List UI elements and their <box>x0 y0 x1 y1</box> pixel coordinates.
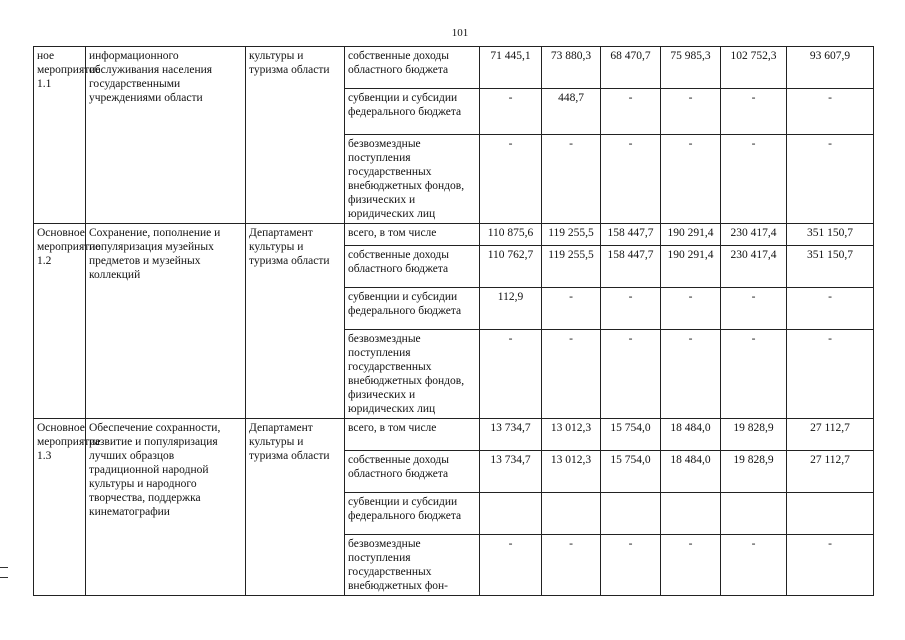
value-cell: - <box>480 135 542 224</box>
value-cell: 158 447,7 <box>601 224 661 246</box>
event-label-cell: ное мероприятие 1.1 <box>34 47 86 224</box>
table-row <box>34 47 874 89</box>
value-cell: - <box>787 535 874 596</box>
value-cell: 110 762,7 <box>480 246 542 288</box>
value-cell: - <box>661 135 721 224</box>
value-cell: - <box>480 535 542 596</box>
value-cell: 93 607,9 <box>787 47 874 89</box>
value-cell: 230 417,4 <box>721 224 787 246</box>
value-cell: - <box>721 135 787 224</box>
value-cell: 73 880,3 <box>542 47 601 89</box>
value-cell: - <box>480 330 542 419</box>
value-cell <box>787 493 874 535</box>
value-cell: - <box>601 89 661 135</box>
source-label-cell: субвенции и субсидии федерального бюджета <box>345 89 480 135</box>
value-cell <box>601 493 661 535</box>
value-cell: - <box>787 288 874 330</box>
value-cell: 13 734,7 <box>480 419 542 451</box>
margin-mark <box>0 567 8 568</box>
source-label-cell: собственные доходы областного бюджета <box>345 246 480 288</box>
value-cell: - <box>542 535 601 596</box>
value-cell: 27 112,7 <box>787 419 874 451</box>
value-cell: 351 150,7 <box>787 224 874 246</box>
value-cell: 351 150,7 <box>787 246 874 288</box>
value-cell: 68 470,7 <box>601 47 661 89</box>
executor-cell: культуры и туризма области <box>246 47 345 224</box>
value-cell: - <box>787 89 874 135</box>
value-cell <box>661 493 721 535</box>
value-cell: 119 255,5 <box>542 246 601 288</box>
value-cell: 15 754,0 <box>601 419 661 451</box>
source-label-cell: всего, в том числе <box>345 419 480 451</box>
value-cell: - <box>787 135 874 224</box>
value-cell: 230 417,4 <box>721 246 787 288</box>
value-cell: 112,9 <box>480 288 542 330</box>
margin-mark <box>0 577 8 578</box>
value-cell: - <box>721 535 787 596</box>
value-cell: 448,7 <box>542 89 601 135</box>
executor-cell: Департамент культуры и туризма области <box>246 419 345 596</box>
value-cell: 190 291,4 <box>661 246 721 288</box>
value-cell: 27 112,7 <box>787 451 874 493</box>
value-cell: - <box>721 89 787 135</box>
source-label-cell: собственные доходы областного бюджета <box>345 47 480 89</box>
value-cell: 19 828,9 <box>721 451 787 493</box>
value-cell: - <box>661 288 721 330</box>
value-cell: - <box>542 288 601 330</box>
value-cell: 13 734,7 <box>480 451 542 493</box>
event-label-cell: Основное мероприятие 1.2 <box>34 224 86 419</box>
value-cell: 18 484,0 <box>661 419 721 451</box>
value-cell: 158 447,7 <box>601 246 661 288</box>
value-cell: - <box>661 89 721 135</box>
event-name-cell: Сохранение, пополнение и популяризация музейных предметов и музейных коллекций <box>86 224 246 419</box>
value-cell: - <box>661 330 721 419</box>
source-label-cell: всего, в том числе <box>345 224 480 246</box>
value-cell: - <box>721 288 787 330</box>
value-cell: - <box>661 535 721 596</box>
value-cell: 119 255,5 <box>542 224 601 246</box>
value-cell <box>480 493 542 535</box>
table-row <box>34 224 874 246</box>
value-cell: 71 445,1 <box>480 47 542 89</box>
value-cell: 13 012,3 <box>542 419 601 451</box>
value-cell: - <box>721 330 787 419</box>
value-cell: 75 985,3 <box>661 47 721 89</box>
table-row <box>34 419 874 451</box>
value-cell: - <box>787 330 874 419</box>
value-cell: 18 484,0 <box>661 451 721 493</box>
event-name-cell: Обеспечение сохранности, развитие и популяризация лучших образцов традиционной народной культуры и народного творчества, поддержка кинематографии <box>86 419 246 596</box>
value-cell: 19 828,9 <box>721 419 787 451</box>
value-cell: - <box>542 135 601 224</box>
event-name-cell: информационного обслуживания населения государственными учреждениями области <box>86 47 246 224</box>
budget-table <box>33 46 874 596</box>
value-cell: - <box>601 535 661 596</box>
value-cell: - <box>601 135 661 224</box>
page-number: 101 <box>451 27 469 39</box>
value-cell: - <box>542 330 601 419</box>
value-cell <box>721 493 787 535</box>
value-cell: 102 752,3 <box>721 47 787 89</box>
value-cell <box>542 493 601 535</box>
value-cell: 13 012,3 <box>542 451 601 493</box>
source-label-cell: собственные доходы областного бюджета <box>345 451 480 493</box>
value-cell: - <box>480 89 542 135</box>
table-body <box>34 47 874 596</box>
source-label-cell: безвозмездные поступления государственных внебюджетных фондов, физических и юридических лиц <box>345 135 480 224</box>
value-cell: - <box>601 330 661 419</box>
event-label-cell: Основное мероприятие 1.3 <box>34 419 86 596</box>
value-cell: 15 754,0 <box>601 451 661 493</box>
executor-cell: Департамент культуры и туризма области <box>246 224 345 419</box>
source-label-cell: безвозмездные поступления государственных внебюджетных фон- <box>345 535 480 596</box>
source-label-cell: субвенции и субсидии федерального бюджета <box>345 288 480 330</box>
value-cell: - <box>601 288 661 330</box>
value-cell: 110 875,6 <box>480 224 542 246</box>
source-label-cell: субвенции и субсидии федерального бюджета <box>345 493 480 535</box>
source-label-cell: безвозмездные поступления государственных внебюджетных фондов, физических и юридических лиц <box>345 330 480 419</box>
value-cell: 190 291,4 <box>661 224 721 246</box>
